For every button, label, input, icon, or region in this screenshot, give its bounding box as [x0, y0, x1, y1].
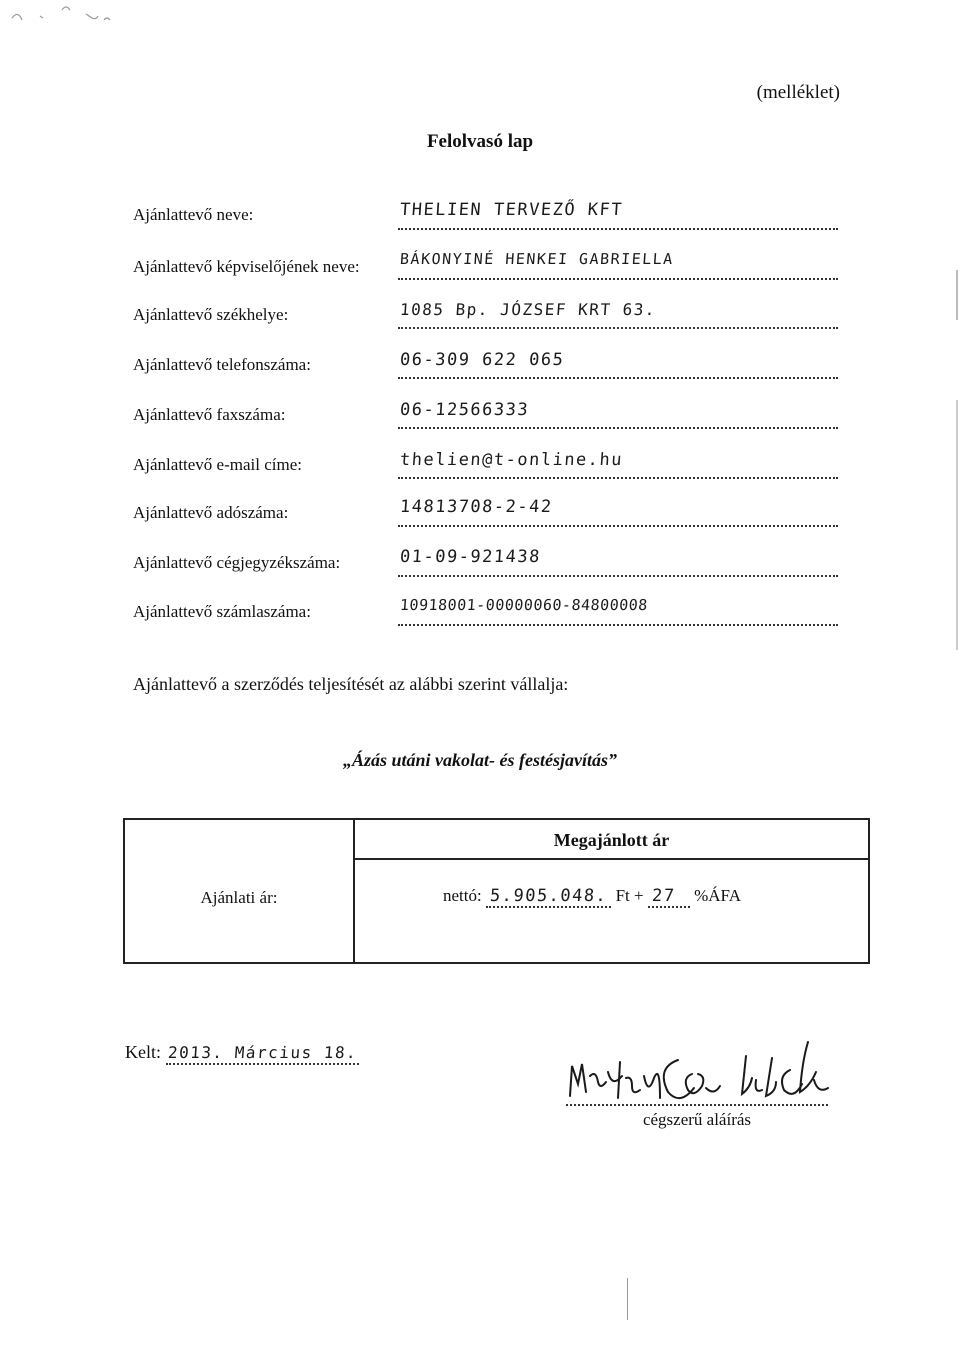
vat-value: 27 — [651, 886, 677, 906]
scan-artifact — [0, 0, 140, 40]
date-row — [125, 1042, 359, 1065]
field-value-phone[interactable]: 06-309 622 065 — [399, 350, 565, 370]
offer-row-label: Ajánlati ár: — [200, 888, 278, 907]
field-label-email: Ajánlattevő e-mail címe: — [133, 455, 302, 474]
vat-field[interactable] — [648, 886, 690, 908]
scan-edge-mark — [956, 400, 958, 650]
field-label-bank-account: Ajánlattevő számlaszáma: — [133, 602, 311, 621]
vat-suffix: %ÁFA — [694, 886, 742, 905]
field-value-fax[interactable]: 06-12566333 — [399, 400, 530, 420]
date-label: Kelt: — [125, 1042, 161, 1062]
page-title: Felolvasó lap — [426, 131, 534, 152]
date-field[interactable] — [166, 1042, 359, 1065]
field-value-representative[interactable]: BÁKONYINÉ HENKEI GABRIELLA — [399, 250, 675, 268]
field-label-tax-number: Ajánlattevő adószáma: — [133, 503, 289, 522]
dotted-line — [398, 278, 838, 280]
dotted-line — [398, 624, 838, 626]
net-price-value: 5.905.048. — [489, 886, 609, 906]
field-label-company-registry: Ajánlattevő cégjegyzékszáma: — [133, 553, 341, 572]
signature-line — [566, 1104, 828, 1106]
signature-caption: cégszerű aláírás — [642, 1110, 752, 1129]
offer-header: Megajánlott ár — [553, 830, 670, 850]
price-table — [123, 818, 870, 964]
field-value-name[interactable]: THELIEN TERVEZŐ KFT — [399, 200, 624, 220]
dotted-line — [398, 228, 838, 230]
field-label-fax: Ajánlattevő faxszáma: — [133, 405, 286, 424]
field-label-name: Ajánlattevő neve: — [133, 205, 254, 224]
commitment-text: Ajánlattevő a szerződés teljesítését az alábbi szerint vállalja: — [133, 674, 569, 694]
net-price-row — [443, 886, 741, 908]
field-label-seat: Ajánlattevő székhelye: — [133, 305, 289, 324]
dotted-line — [398, 427, 838, 429]
field-value-tax-number[interactable]: 14813708-2-42 — [399, 497, 554, 517]
dotted-line — [398, 327, 838, 329]
net-price-field[interactable] — [486, 886, 611, 908]
currency-suffix: Ft + — [615, 886, 644, 905]
field-value-company-registry[interactable]: 01-09-921438 — [399, 547, 542, 567]
date-value: 2013. Március 18. — [166, 1043, 358, 1062]
dotted-line — [398, 575, 838, 577]
project-title: „Ázás utáni vakolat- és festésjavítás” — [343, 750, 617, 770]
field-value-email[interactable]: thelien@t-online.hu — [399, 450, 624, 470]
dotted-line — [398, 525, 838, 527]
signature-image — [560, 1036, 860, 1108]
field-label-representative: Ajánlattevő képviselőjének neve: — [133, 257, 360, 276]
table-divider — [353, 858, 868, 860]
dotted-line — [398, 477, 838, 479]
scan-edge-mark — [956, 270, 958, 320]
field-label-phone: Ajánlattevő telefonszáma: — [133, 355, 311, 374]
attachment-label: (melléklet) — [756, 82, 840, 103]
dotted-line — [398, 377, 838, 379]
field-value-bank-account[interactable]: 10918001-00000060-84800008 — [399, 596, 649, 614]
scan-mark-line — [627, 1278, 628, 1320]
field-value-seat[interactable]: 1085 Bp. JÓZSEF KRT 63. — [399, 300, 657, 319]
net-prefix: nettó: — [443, 886, 482, 905]
